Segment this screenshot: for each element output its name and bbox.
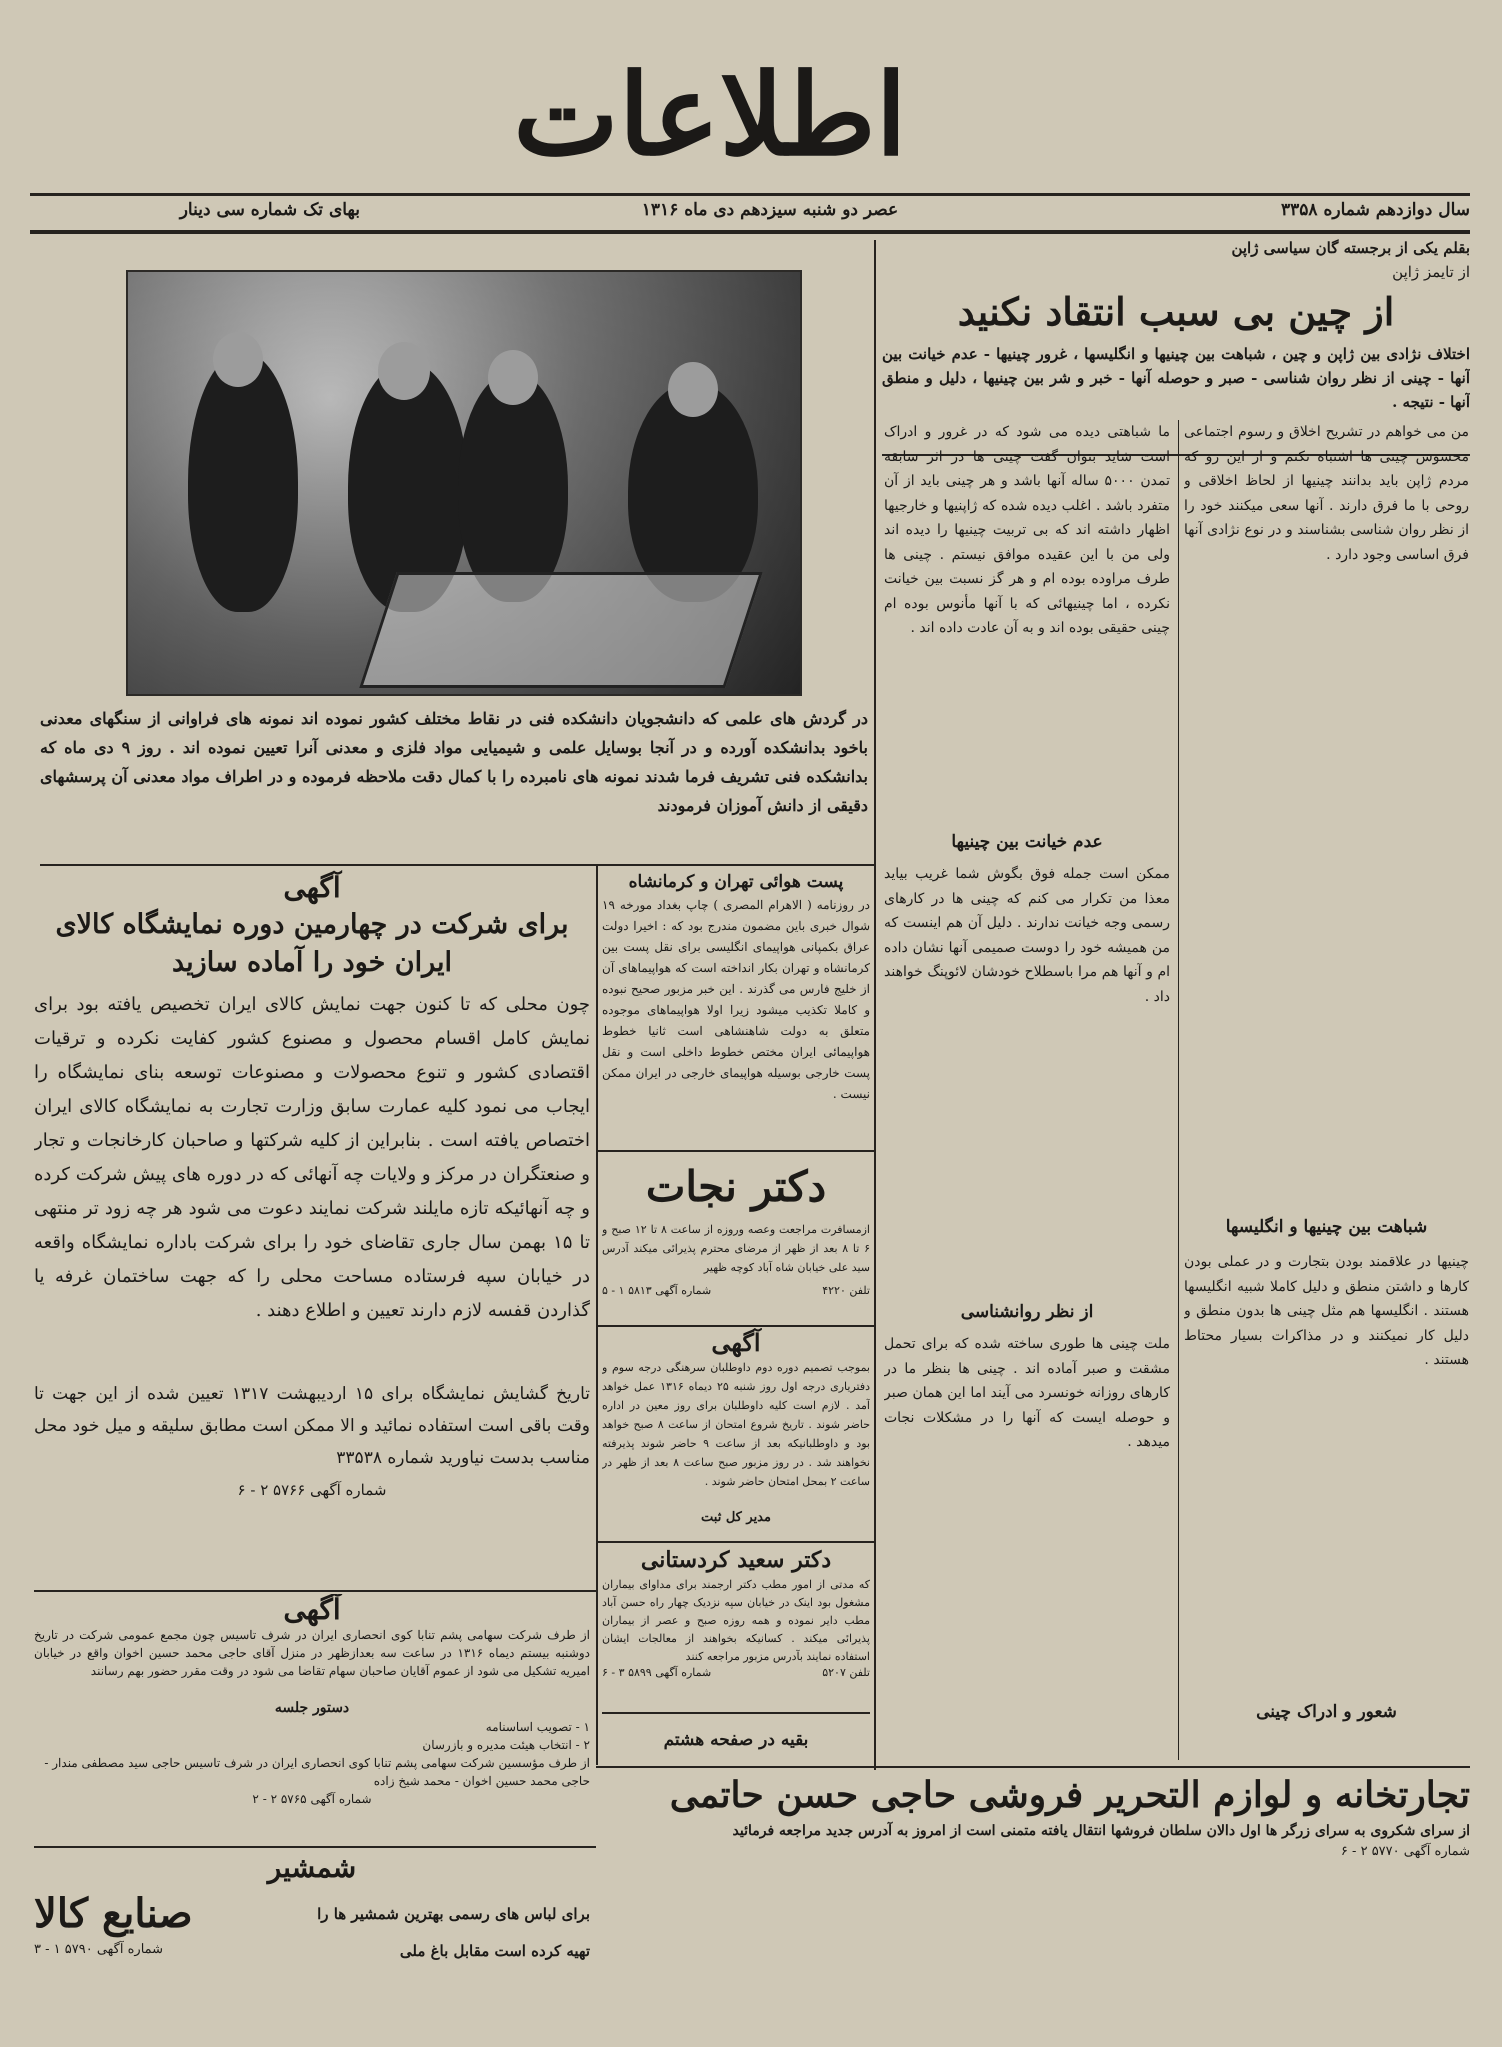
- masthead-bottom-rule: [30, 230, 1470, 234]
- bottom-banner-body: از سرای شکروی به سرای زرگر ها اول دالان سلطان فروشها انتقال یافته متمنی است از امروز به آدرس جدید مراجعه فرمائید: [732, 1823, 1470, 1839]
- ad-doctor-nejat: [602, 1154, 870, 1324]
- ad-company-body: از طرف شرکت سهامی پشم تنابا کوی انحصاری ایران در شرف تاسیس چون مجمع عمومی شرکت در تاریخ دوشنبه بیستم دیماه ۱۳۱۶ در ساعت سه بعدازظهر در منزل آقای حاجی محمد حسین اخوان واقع در خیابان امیریه تشکیل می شود از عموم آقایان صاحبان سهام تقاضا می شود در وقت مقرر حضور بهم رسانند: [34, 1628, 590, 1678]
- masthead-title: اطلاعات: [513, 60, 907, 181]
- article-col-left-2: ممکن است جمله فوق بگوش شما غریب بیاید معذا من تکرار می کنم که چینی ها در کارهای رسمی وجه خیانت ندارند . دلیل آن هم اینست که من همیشه خود را دوست صمیمی آنها نشان داده ام و آنها هم مرا باسطلاح خودشان لائوپنگ خواهند داد .: [884, 866, 1170, 1005]
- ad-doctor-saeed: [602, 1544, 870, 1709]
- column-rule-main: [874, 240, 876, 1770]
- photo-figure: [458, 372, 568, 602]
- ad-sword-address: تهیه کرده است مقابل باغ ملی: [399, 1942, 590, 1960]
- doctor-nejat-body: ازمسافرت مراجعت وعصه وروزه از ساعت ۸ تا ۱۲ صبح و ۶ تا ۸ بعد از ظهر از مرضای محترم پذیرائی میکند آدرس سید علی خیابان شاه آباد کوچه ظهیر: [602, 1223, 870, 1274]
- photo-caption: در گردش های علمی که دانشجویان دانشکده فنی در نقاط مختلف کشور نموده اند نمونه های فراوانی از سنگهای معدنی باخود بدانشکده آورده و در آنجا بوسایل علمی و شیمیایی مواد فلزی و معدنی آنرا تعیین نموده اند . روز ۹ دی ماه که بدانشکده فنی تشریف فرما شدند نمونه های نامبرده را با کمال دقت ملاحظه فرموده و در اطراف مواد معدنی آن پرسشهای دقیقی از دانش آموزان فرمودند: [40, 709, 868, 815]
- doctor-saeed-title: دکتر سعید کردستانی: [640, 1547, 832, 1573]
- ad-exhibition-body: چون محلی که تا کنون جهت نمایش کالای ایران تخصیص یافته بود برای نمایش کامل اقسام محصول و مصنوع کشور کفایت نکرده و ترقیات اقتصادی کشور و تنوع محصولات و مصنوعات توسعه بنای نمایشگاه را ایجاب می نمود کلیه عمارت سابق وزارت تجارت به نمایشگاه کالای ایران اختصاص یافته است . بنابراین از کلیه شرکتها و صاحبان کارخانجات و تجار و صنعتگران در مرکز و ولایات چه آنهائی که در دوره های پیش شرکت کرده و چه آنهائیکه تازه مایلند شرکت نمایند دعوت می شود هر چه زود تر منتهی تا ۱۵ بهمن سال جاری تقاضای خود را برای شرکت باداره نمایشگاه واقعه در خیابان سپه فرستاده مساحت محلی را که جهت ساختمان غرفه یا گذاردن قفسه لازم دارند تعیین و اطلاع دهند .: [34, 994, 590, 1321]
- ad-sword-brand: صنایع کالا: [34, 1890, 193, 1937]
- airmail-body: در روزنامه ( الاهرام المصری ) چاپ بغداد مورخه ۱۹ شوال خبری باین مضمون مندرج بود که : اخیرا دولت عراق بکمپانی هواپیمای انگلیسی برای نقل پست بین کرمانشاه و تهران بکار انداخته است که هواپیماهای آن از خلیج فارس می گذرند . این خبر مزبور صحیح نبوده و کاملا تکذیب میشود زیرا اولا هواپیماهای موجوده متعلق به دولت شاهنشاهی است ثانیا خطوط هواپیمائی ایران مختص خطوط داخلی است و نقل پست خارجی بوسیله هواپیمای خارجی در ایران ممکن نیست .: [602, 898, 870, 1101]
- photo-bottom-rule: [40, 864, 874, 866]
- ad-sword-code: شماره آگهی ۵۷۹۰ ۱ - ۳: [34, 1942, 164, 1957]
- photo-figure: [188, 352, 298, 612]
- issue-number: سال دوازدهم شماره ۳۳۵۸: [1281, 200, 1470, 220]
- ad-exhibition-bottom-rule: [34, 1590, 596, 1592]
- ad-sword-footer: [34, 1942, 590, 1960]
- ad-exhibition-label: آگهی: [283, 871, 341, 904]
- photo-display-case: [359, 572, 763, 688]
- ad-company-agenda-1: ۱ - تصویب اساسنامه: [485, 1720, 590, 1734]
- doctor-saeed-footer: [602, 1666, 870, 1679]
- ad-exam-signature: مدیر کل ثبت: [701, 1510, 771, 1525]
- article-source: از تایمز ژاپن: [1392, 263, 1470, 281]
- article-headline: از چین بی سبب انتقاد نکنید: [957, 289, 1395, 334]
- issue-date: عصر دو شنبه سیزدهم دی ماه ۱۳۱۶: [641, 200, 899, 220]
- doctor-saeed-body: که مدتی از امور مطب دکتر ارجمند برای مداوای بیماران مشغول بود اینک در خیابان سپه نزدیک چهار راه حسن آباد مطب دایر نموده و همه روزه صبح و عصر از بیماران پذیرائی میکند . کسانیکه بخواهند از معالجات ایشان استفاده نمایند بآدرس مزبور مراجعه کنند: [602, 1578, 870, 1663]
- issue-price: بهای تک شماره سی دینار: [179, 200, 360, 220]
- subhead-english: شباهت بین چینیها و انگلیسها: [1225, 1217, 1428, 1237]
- doctor-nejat-footer: [602, 1284, 870, 1297]
- photo-face: [488, 350, 538, 405]
- article-summary: اختلاف نژادی بین ژاپن و چین ، شباهت بین چینیها و انگلیسها ، غرور چینیها - عدم خیانت بین آنها - چینی از نظر روان شناسی - صبر و حوصله آنها - خبر و شر بین چینیها ، دلیل و منطق آنها - نتیجه .: [882, 345, 1470, 411]
- doctor-nejat-code: شماره آگهی ۵۸۱۳ ۱ - ۵: [602, 1284, 712, 1297]
- ad-company-code: شماره آگهی ۵۷۶۵ ۲ - ۲: [252, 1792, 372, 1806]
- ad-exhibition-code: شماره آگهی ۵۷۶۶ ۲ - ۶: [237, 1481, 387, 1499]
- ad-sword-body: برای لباس های رسمی بهترین شمشیر ها را: [317, 1905, 590, 1923]
- doctor-nejat-title: دکتر نجات: [645, 1162, 827, 1211]
- article-col-right: من می خواهم در تشریح اخلاق و رسوم اجتماعی محسوس چینی ها اشتباه نکنم و از این رو که مردم ژاپن باید بدانند چینیها از لحاظ اخلاقی و روحی با ما فرق دارند . آنها سعی میکنند خود را از نظر روان شناسی بشناسند و در نوع نژادی آنها فرق اساسی وجود دارد .: [1184, 424, 1469, 563]
- article-inner-rule: [1178, 420, 1179, 1760]
- masthead: [430, 60, 990, 190]
- bottom-notice-box: [602, 1712, 870, 1726]
- article-byline: بقلم یکی از برجسته گان سیاسی ژاپن: [1231, 239, 1470, 257]
- ad-company-bottom-rule: [34, 1846, 596, 1848]
- ad-company: [34, 1594, 590, 1844]
- bottom-banner-headline: تجارتخانه و لوازم التحریر فروشی حاجی حسن حاتمی: [669, 1774, 1470, 1816]
- bottom-banner-code: شماره آگهی ۵۷۷۰ ۲ - ۶: [1340, 1844, 1470, 1859]
- article-col-left-3: ملت چینی ها طوری ساخته شده که برای تحمل مشقت و صبر آماده اند . چینی ها بنظر ما در کارهای روزانه خونسرد می آیند اما این همان صبر و حوصله ایست که آنها را در مشکلات نجات میدهد .: [884, 1336, 1170, 1450]
- ad-company-founders: از طرف مؤسسین شرکت سهامی پشم تنابا کوی انحصاری ایران در شرف تاسیس حاجی سید مصطفی مندار - حاجی محمد حسین اخوان - محمد شیخ زاده: [44, 1756, 590, 1788]
- column-rule-ads: [596, 865, 598, 1765]
- photo-face: [378, 342, 430, 400]
- bottom-banner-top-rule: [596, 1766, 1470, 1768]
- ad-company-label: آگهی: [283, 1594, 341, 1626]
- subhead-intellect: شعور و ادراک چینی: [1256, 1702, 1397, 1722]
- ad-exhibition-headline: برای شرکت در چهارمین دوره نمایشگاه کالای ایران خود را آماده سازید: [55, 909, 569, 978]
- photo-face: [668, 362, 718, 417]
- ad-exam-body: بموجب تصمیم دوره دوم داوطلبان سرهنگی درجه سوم و دفتریاری درجه اول روز شنبه ۲۵ دیماه ۱۳۱۶ عمل خواهد آمد . لازم است کلیه داوطلبان برای روز معین در اداره حاضر شوند . تاریخ شروع امتحان از ساعت ۸ صبح خواهد بود و داوطلبانیکه بعد از ساعت ۹ حاضر شوند پذیرفته نخواهند شد . در روز مزبور صبح ساعت ۸ بعد از ظهر در ساعت ۲ بمحل امتحان حاضر شوند .: [602, 1361, 870, 1488]
- doctor-saeed-code: شماره آگهی ۵۸۹۹ ۳ - ۶: [602, 1666, 712, 1679]
- ad-sword-title: شمشیر: [267, 1851, 357, 1884]
- news-airmail: [602, 870, 870, 1150]
- doctor-nejat-bottom-rule: [598, 1325, 874, 1327]
- doctor-saeed-phone: تلفن ۵۲۰۷: [822, 1666, 870, 1679]
- ad-exhibition-opening: تاریخ گشایش نمایشگاه برای ۱۵ اردیبهشت ۱۳۱۷ تعیین شده از این جهت تا وقت باقی است استفاده نمائید و الا ممکن است مطابق سلیقه و میل خود محل مناسب بدست نیاورید شماره ۳۳۵۳۸: [34, 1384, 590, 1468]
- article-col-left: ما شباهتی دیده می شود که در غرور و ادراک است شاید بتوان گفت چینی ها در اثر سابقه تمدن ۵۰۰۰ ساله آنها باشد و هر چینی باید از آن متفرد باشد . اغلب دیده شده که ژاپنیها و خارجیها اظهار داشته اند که بی تربیت چینیها را دیده اند ولی من با این عقیده موافق نیستم . چینی ها طرف مراوده بوده ام و هر گز نسبت بین خیانت نکرده ، اما چینیهائی که با آنها مأنوس بوده ام چینی حقیقی بوده اند و به آن عادت داده اند .: [884, 424, 1170, 636]
- subhead-trust: عدم خیانت بین چینیها: [951, 832, 1103, 852]
- ad-sword: [34, 1850, 590, 2020]
- ad-exam: [602, 1328, 870, 1540]
- ad-exam-label: آگهی: [711, 1328, 761, 1357]
- news-photo: [126, 270, 802, 696]
- subhead-psychology: از نظر روانشناسی: [960, 1302, 1094, 1322]
- article-continued: بقیه در صفحه هشتم: [663, 1730, 809, 1750]
- ad-exam-bottom-rule: [598, 1541, 874, 1543]
- masthead-top-rule: [30, 193, 1470, 196]
- bottom-banner: [600, 1770, 1470, 2030]
- ad-company-agenda-title: دستور جلسه: [274, 1700, 350, 1716]
- photo-face: [213, 332, 263, 387]
- ad-exhibition: [34, 870, 590, 1590]
- airmail-bottom-rule: [598, 1150, 874, 1152]
- airmail-title: پست هوائی تهران و کرمانشاه: [628, 872, 844, 892]
- ad-sword-row: [34, 1886, 590, 1942]
- doctor-nejat-phone: تلفن ۴۲۲۰: [822, 1284, 870, 1297]
- article-col-right-2: چینیها در علاقمند بودن بتجارت و در عملی بودن کارها و داشتن منطق و دلیل کاملا شبیه انگلیسها هستند . انگلیسها هم مثل چینی ها بدون منطق و دلیل کار نمیکنند و در مذاکرات بسیار محتاط هستند .: [1184, 1254, 1469, 1368]
- ad-company-agenda-2: ۲ - انتخاب هیئت مدیره و بازرسان: [422, 1738, 590, 1752]
